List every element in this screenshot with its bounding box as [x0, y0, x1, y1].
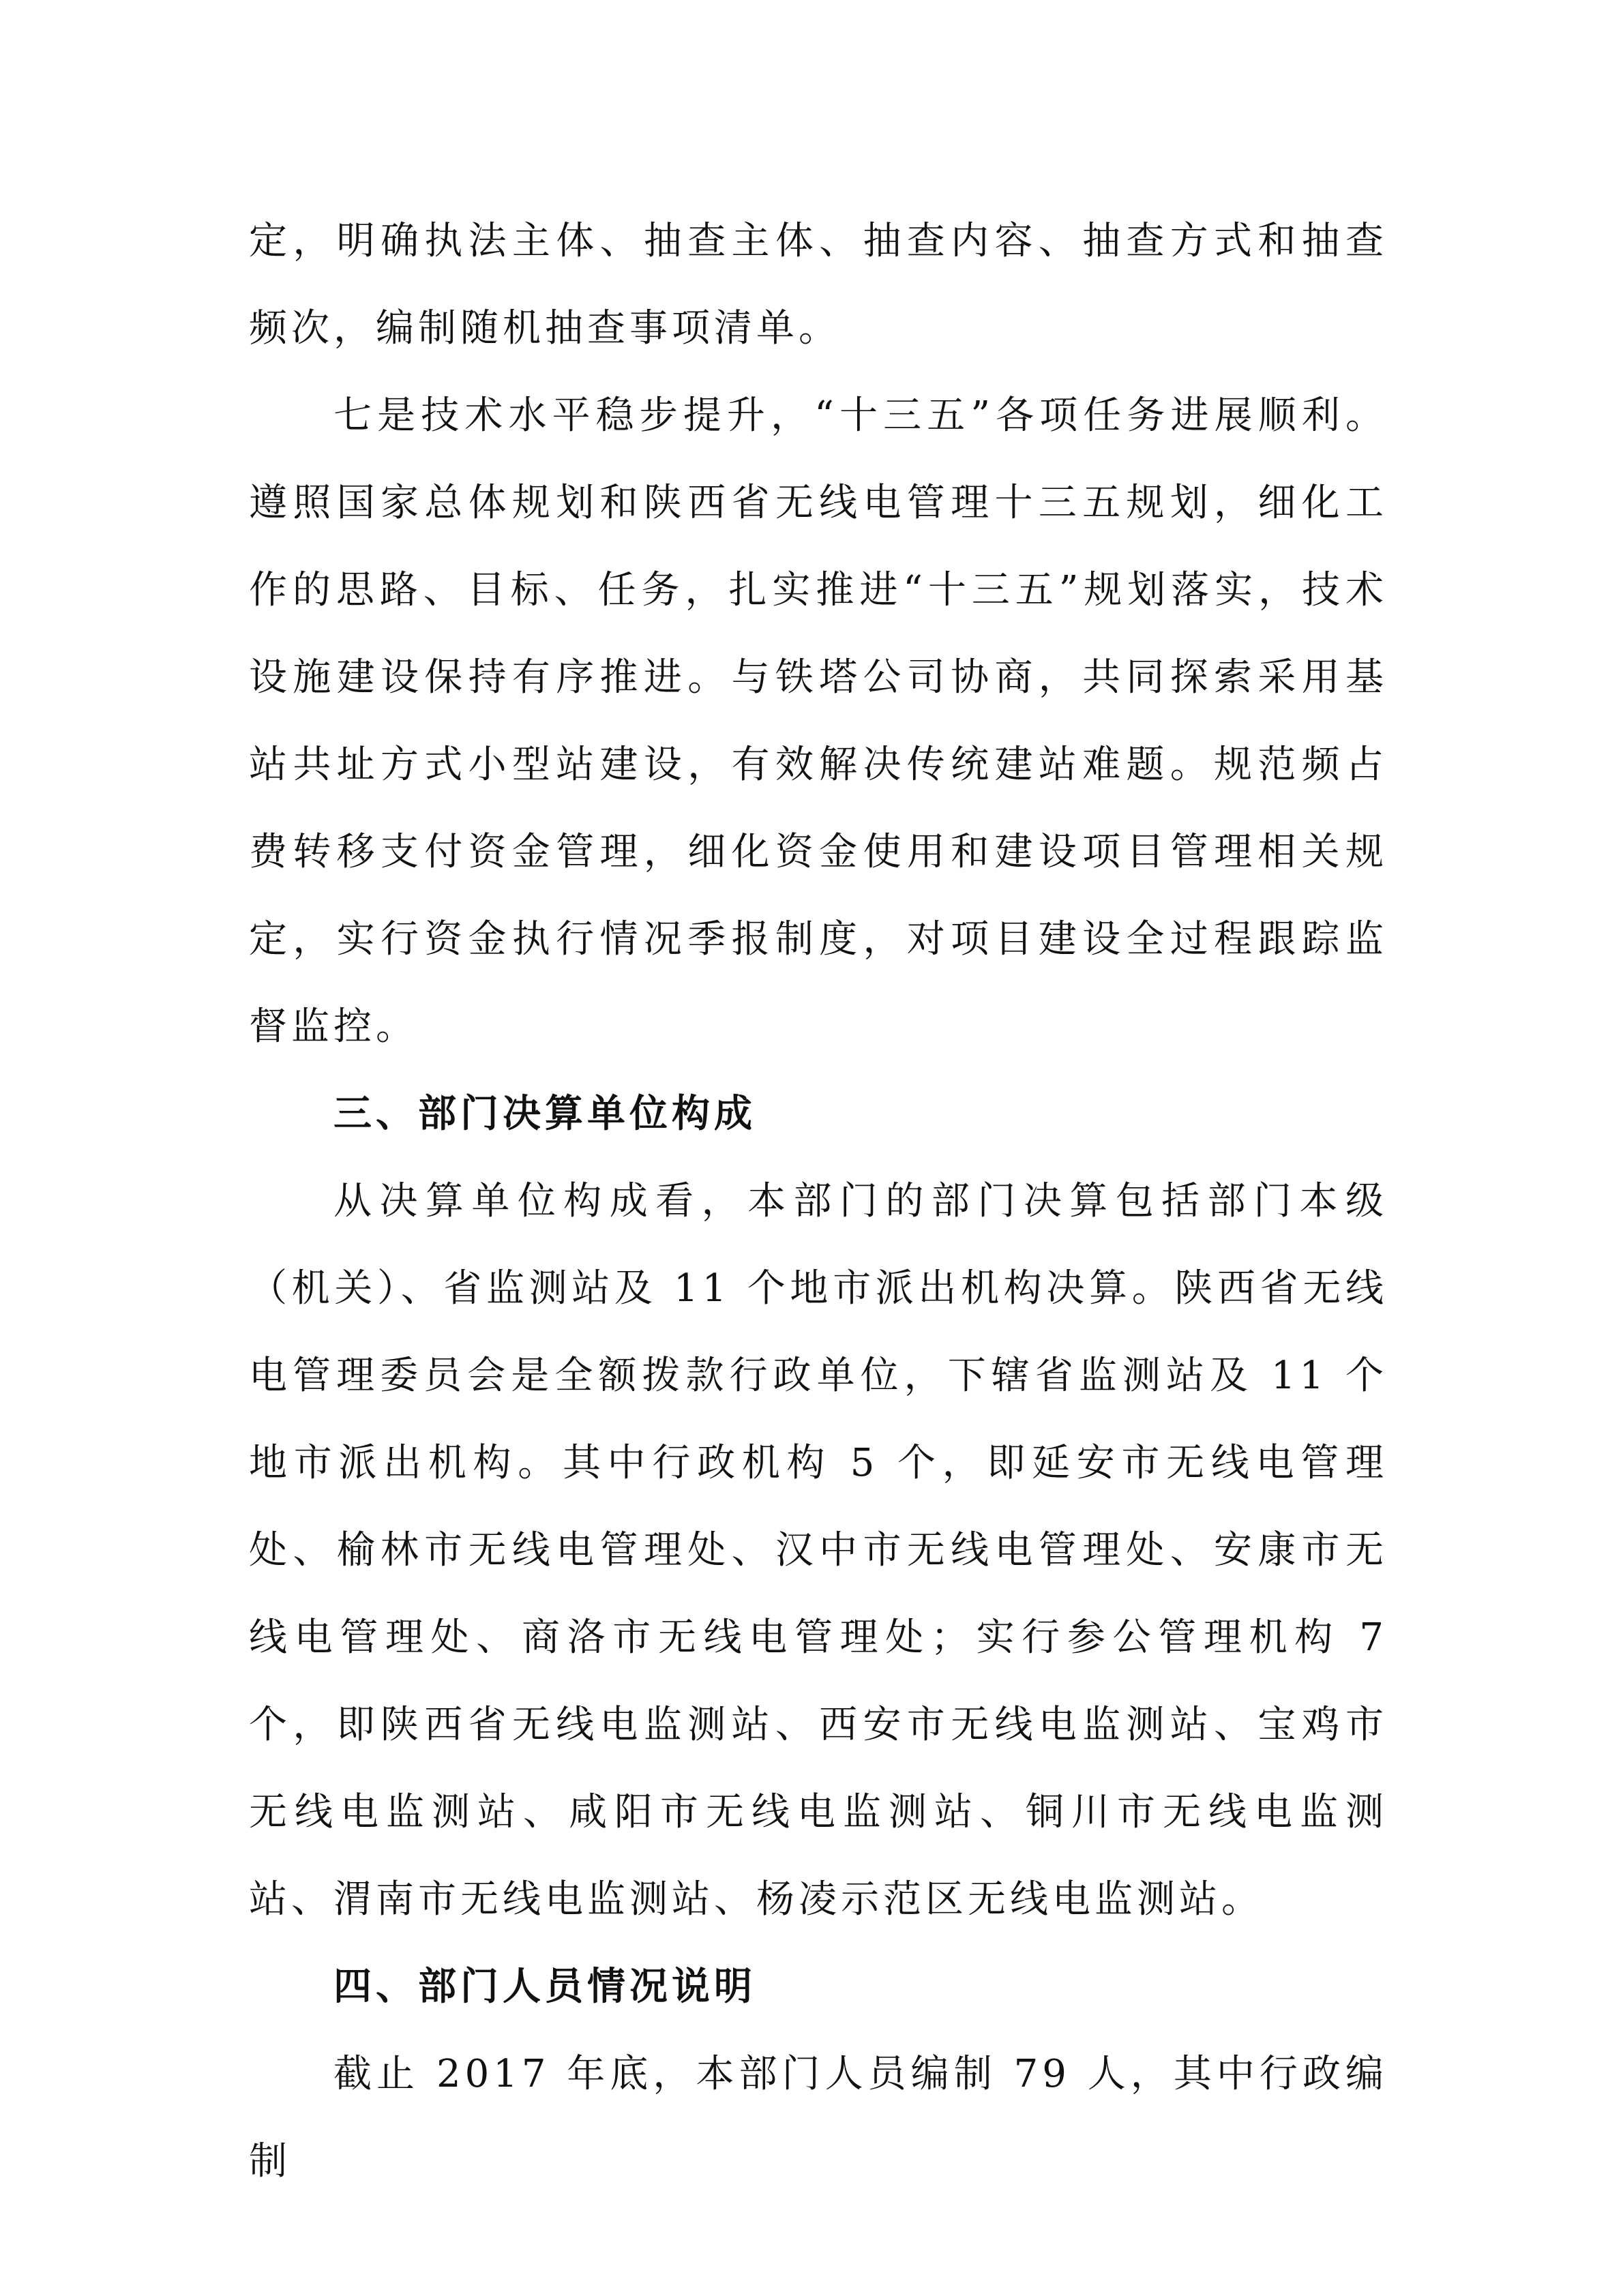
section-heading-personnel: 四、部门人员情况说明 [333, 1965, 756, 2009]
paragraph-units-composition: 从决算单位构成看，本部门的部门决算包括部门本级（机关）、省监测站及 11 个地市派出机构决算。陕西省无线电管理委员会是全额拨款行政单位，下辖省监测站及 11 个地市派出机构。其中行政机构 5 个，即延安市无线电管理处、榆林市无线电管理处、汉中市无线电管理处、安康市无线电管理处、商洛市无线电管理处；实行参公管理机构 7 个，即陕西省无线电监测站、西安市无线电监测站、宝鸡市无线电监测站、咸阳市无线电监测站、铜川市无线电监测站、渭南市无线电监测站、杨凌示范区无线电监测站。 [249, 1179, 1388, 1922]
section-heading-units: 三、部门决算单位构成 [333, 1092, 756, 1136]
paragraph-personnel: 截止 2017 年底，本部门人员编制 79 人，其中行政编制 [249, 2052, 1388, 2183]
paragraph-technology-progress: 七是技术水平稳步提升，“十三五”各项任务进展顺利。遵照国家总体规划和陕西省无线电管理十三五规划，细化工作的思路、目标、任务，扎实推进“十三五”规划落实，技术设施建设保持有序推进。与铁塔公司协商，共同探索采用基站共址方式小型站建设，有效解决传统建站难题。规范频占费转移支付资金管理，细化资金使用和建设项目管理相关规定，实行资金执行情况季报制度，对项目建设全过程跟踪监督监控。 [249, 393, 1388, 1049]
document-body [249, 198, 1388, 2205]
paragraph-continuation: 定，明确执法主体、抽查主体、抽查内容、抽查方式和抽查频次，编制随机抽查事项清单。 [249, 219, 1388, 351]
